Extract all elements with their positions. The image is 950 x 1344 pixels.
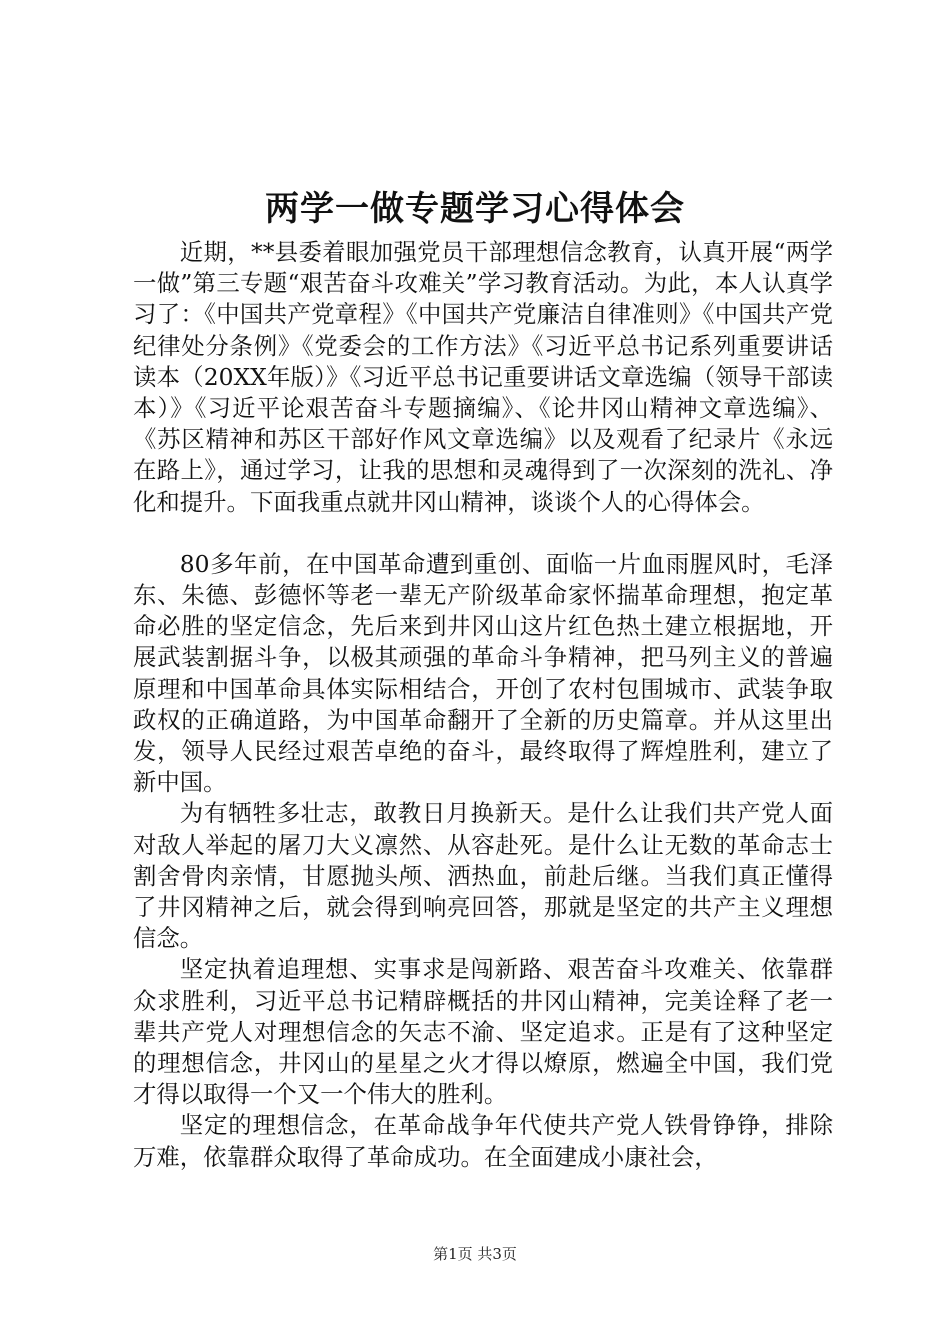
paragraph-spacer — [133, 518, 833, 549]
paragraph-jinggangshan-spirit: 坚定执着追理想、实事求是闯新路、艰苦奋斗攻难关、依靠群众求胜利，习近平总书记精辟概括的井冈山精神，完美诠释了老一辈共产党人对理想信念的矢志不渝、坚定追求。正是有了这种坚定的理想信念，井冈山的星星之火才得以燎原，燃遍全中国，我们党才得以取得一个又一个伟大的胜利。 — [133, 955, 833, 1109]
paragraph-sacrifice: 为有牺牲多壮志，敢教日月换新天。是什么让我们共产党人面对敌人举起的屠刀大义凛然、从容赴死。是什么让无数的革命志士割舍骨肉亲情，甘愿抛头颅、洒热血，前赴后继。当我们真正懂得了井冈精神之后，就会得到响亮回答，那就是坚定的共产主义理想信念。 — [133, 799, 833, 953]
paragraph-history: 80多年前，在中国革命遭到重创、面临一片血雨腥风时，毛泽东、朱德、彭德怀等老一辈无产阶级革命家怀揣革命理想，抱定革命必胜的坚定信念，先后来到井冈山这片红色热土建立根据地，开展武装割据斗争，以极其顽强的革命斗争精神，把马列主义的普遍原理和中国革命具体实际相结合，开创了农村包围城市、武装争取政权的正确道路，为中国革命翻开了全新的历史篇章。并从这里出发，领导人民经过艰苦卓绝的奋斗，最终取得了辉煌胜利，建立了新中国。 — [133, 549, 833, 797]
document-body — [133, 237, 833, 1173]
paragraph-intro: 近期，**县委着眼加强党员干部理想信念教育，认真开展“两学一做”第三专题“艰苦奋斗攻难关”学习教育活动。为此，本人认真学习了：《中国共产党章程》《中国共产党廉洁自律准则》《中国共产党纪律处分条例》《党委会的工作方法》《习近平总书记系列重要讲话读本（20XX年版）》《习近平总书记重要讲话文章选编（领导干部读本）》《习近平论艰苦奋斗专题摘编》、《论井冈山精神文章选编》、《苏区精神和苏区干部好作风文章选编》以及观看了纪录片《永远在路上》，通过学习，让我的思想和灵魂得到了一次深刻的洗礼、净化和提升。下面我重点就井冈山精神，谈谈个人的心得体会。 — [133, 238, 833, 516]
document-title: 两学一做专题学习心得体会 — [265, 189, 685, 229]
page-number-footer: 第1页 共3页 — [433, 1245, 517, 1263]
paragraph-ideals: 坚定的理想信念，在革命战争年代使共产党人铁骨铮铮，排除万难，依靠群众取得了革命成功。在全面建成小康社会， — [133, 1111, 833, 1171]
